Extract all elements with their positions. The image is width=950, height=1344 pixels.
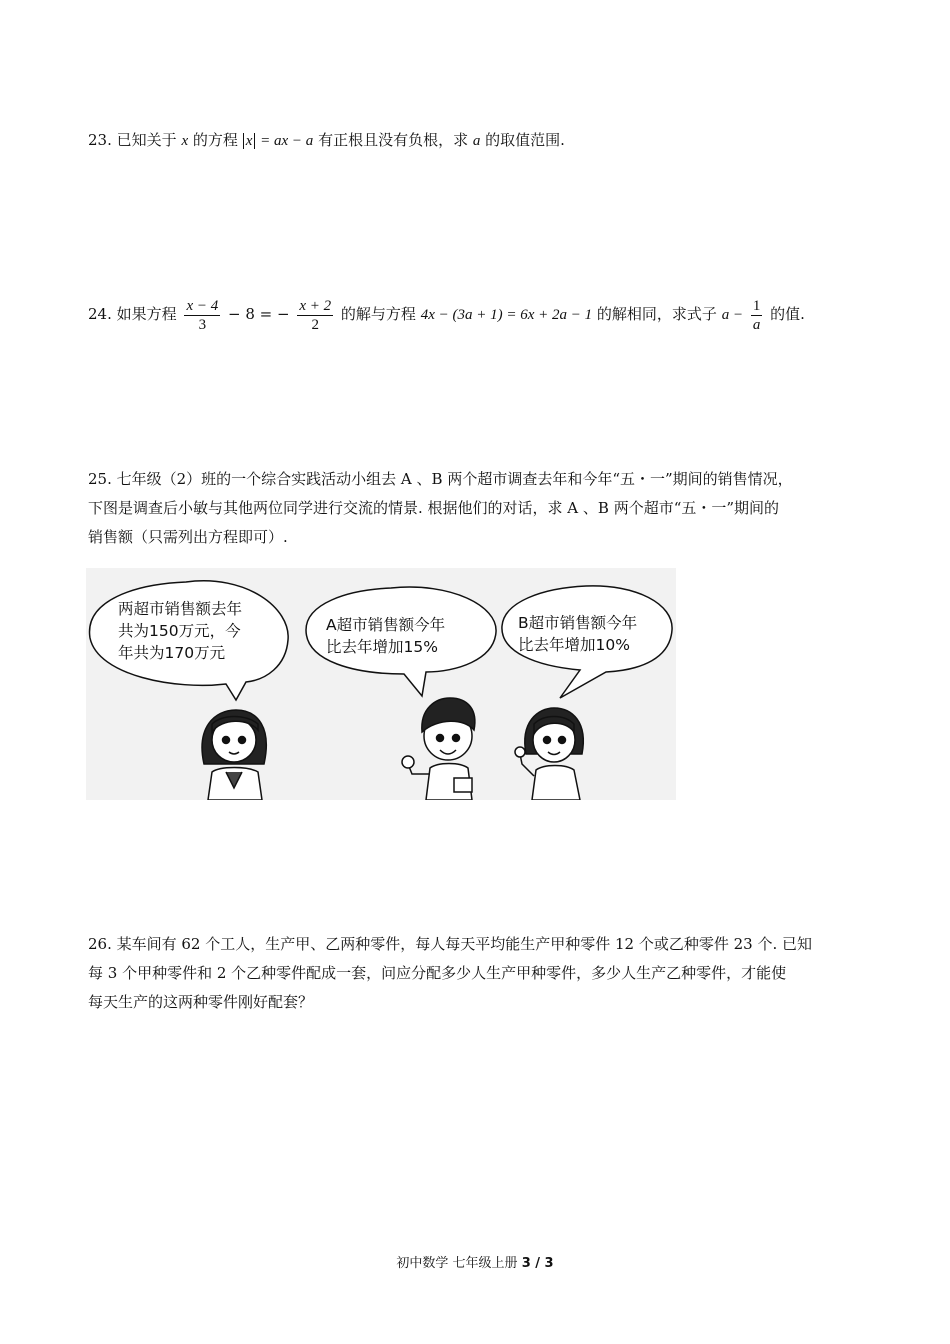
question-text: 的值.: [770, 305, 805, 323]
fraction-numerator: 1: [752, 297, 761, 314]
equation-middle: − 8 = −: [228, 305, 290, 323]
fraction-denominator: a: [752, 316, 761, 333]
question-line: 销售额（只需列出方程即可）.: [88, 528, 288, 546]
fraction-denominator: 3: [198, 316, 207, 333]
question-number: 24.: [88, 305, 112, 323]
question-text: 的解与方程: [340, 305, 416, 323]
equation-rhs: = ax − a: [260, 133, 314, 149]
question-25: [88, 465, 868, 552]
fraction-numerator: x + 2: [299, 297, 332, 314]
expression-a: a −: [721, 307, 744, 323]
question-line: 每天生产的这两种零件刚好配套？: [88, 993, 314, 1011]
bubble-1-line-2: 共为150万元，今: [118, 622, 241, 640]
fraction-2: [297, 297, 333, 334]
variable-a: a: [472, 133, 481, 149]
question-text: 有正根且没有负根，求: [318, 131, 469, 149]
absolute-value-x: x: [243, 133, 256, 149]
bubble-2-line-2: 比去年增加15%: [326, 638, 438, 656]
fraction-denominator: 2: [311, 316, 319, 333]
question-text: 如果方程: [116, 305, 177, 323]
bubble-3-line-1: B超市销售额今年: [518, 614, 638, 632]
question-text: 的方程: [192, 131, 238, 149]
bubble-2-line-1: A超市销售额今年: [326, 616, 446, 634]
bubble-3-line-2: 比去年增加10%: [518, 636, 630, 654]
fraction-numerator: x − 4: [186, 297, 219, 314]
question-line: 每 3 个甲种零件和 2 个乙种零件配成一套，问应分配多少人生产甲种零件，多少人生产乙种零件，才能使: [88, 964, 787, 982]
fraction-1: [184, 297, 220, 334]
question-text: 的取值范围.: [485, 131, 565, 149]
question-line: 26. 某车间有 62 个工人，生产甲、乙两种零件，每人每天平均能生产甲种零件 12 个或乙种零件 23 个. 已知: [88, 935, 813, 953]
bubble-1-line-1: 两超市销售额去年: [118, 600, 243, 618]
page-footer: [0, 1252, 950, 1271]
dialogue-illustration: [86, 568, 676, 800]
cartoon-girl-left: [202, 710, 266, 800]
page-number: 3 / 3: [521, 1256, 554, 1271]
footer-label: 初中数学 七年级上册: [396, 1256, 518, 1271]
question-24: [88, 296, 868, 334]
question-number: 23.: [88, 131, 112, 149]
question-text: 的解相同，求式子: [596, 305, 717, 323]
question-line: 25. 七年级（2）班的一个综合实践活动小组去 A 、B 两个超市调查去年和今年“五・一”期间的销售情况，: [88, 470, 793, 488]
question-26: [88, 930, 868, 1017]
question-text: 已知关于: [116, 131, 177, 149]
equation-2: 4x − (3a + 1) = 6x + 2a − 1: [420, 307, 593, 323]
question-line: 下图是调查后小敏与其他两位同学进行交流的情景. 根据他们的对话，求 A 、B 两个超市“五・一”期间的: [88, 499, 780, 517]
fraction-3: [751, 297, 763, 334]
variable-x: x: [181, 133, 189, 149]
question-23: [88, 126, 868, 155]
bubble-1-line-3: 年共为170万元: [118, 644, 226, 662]
